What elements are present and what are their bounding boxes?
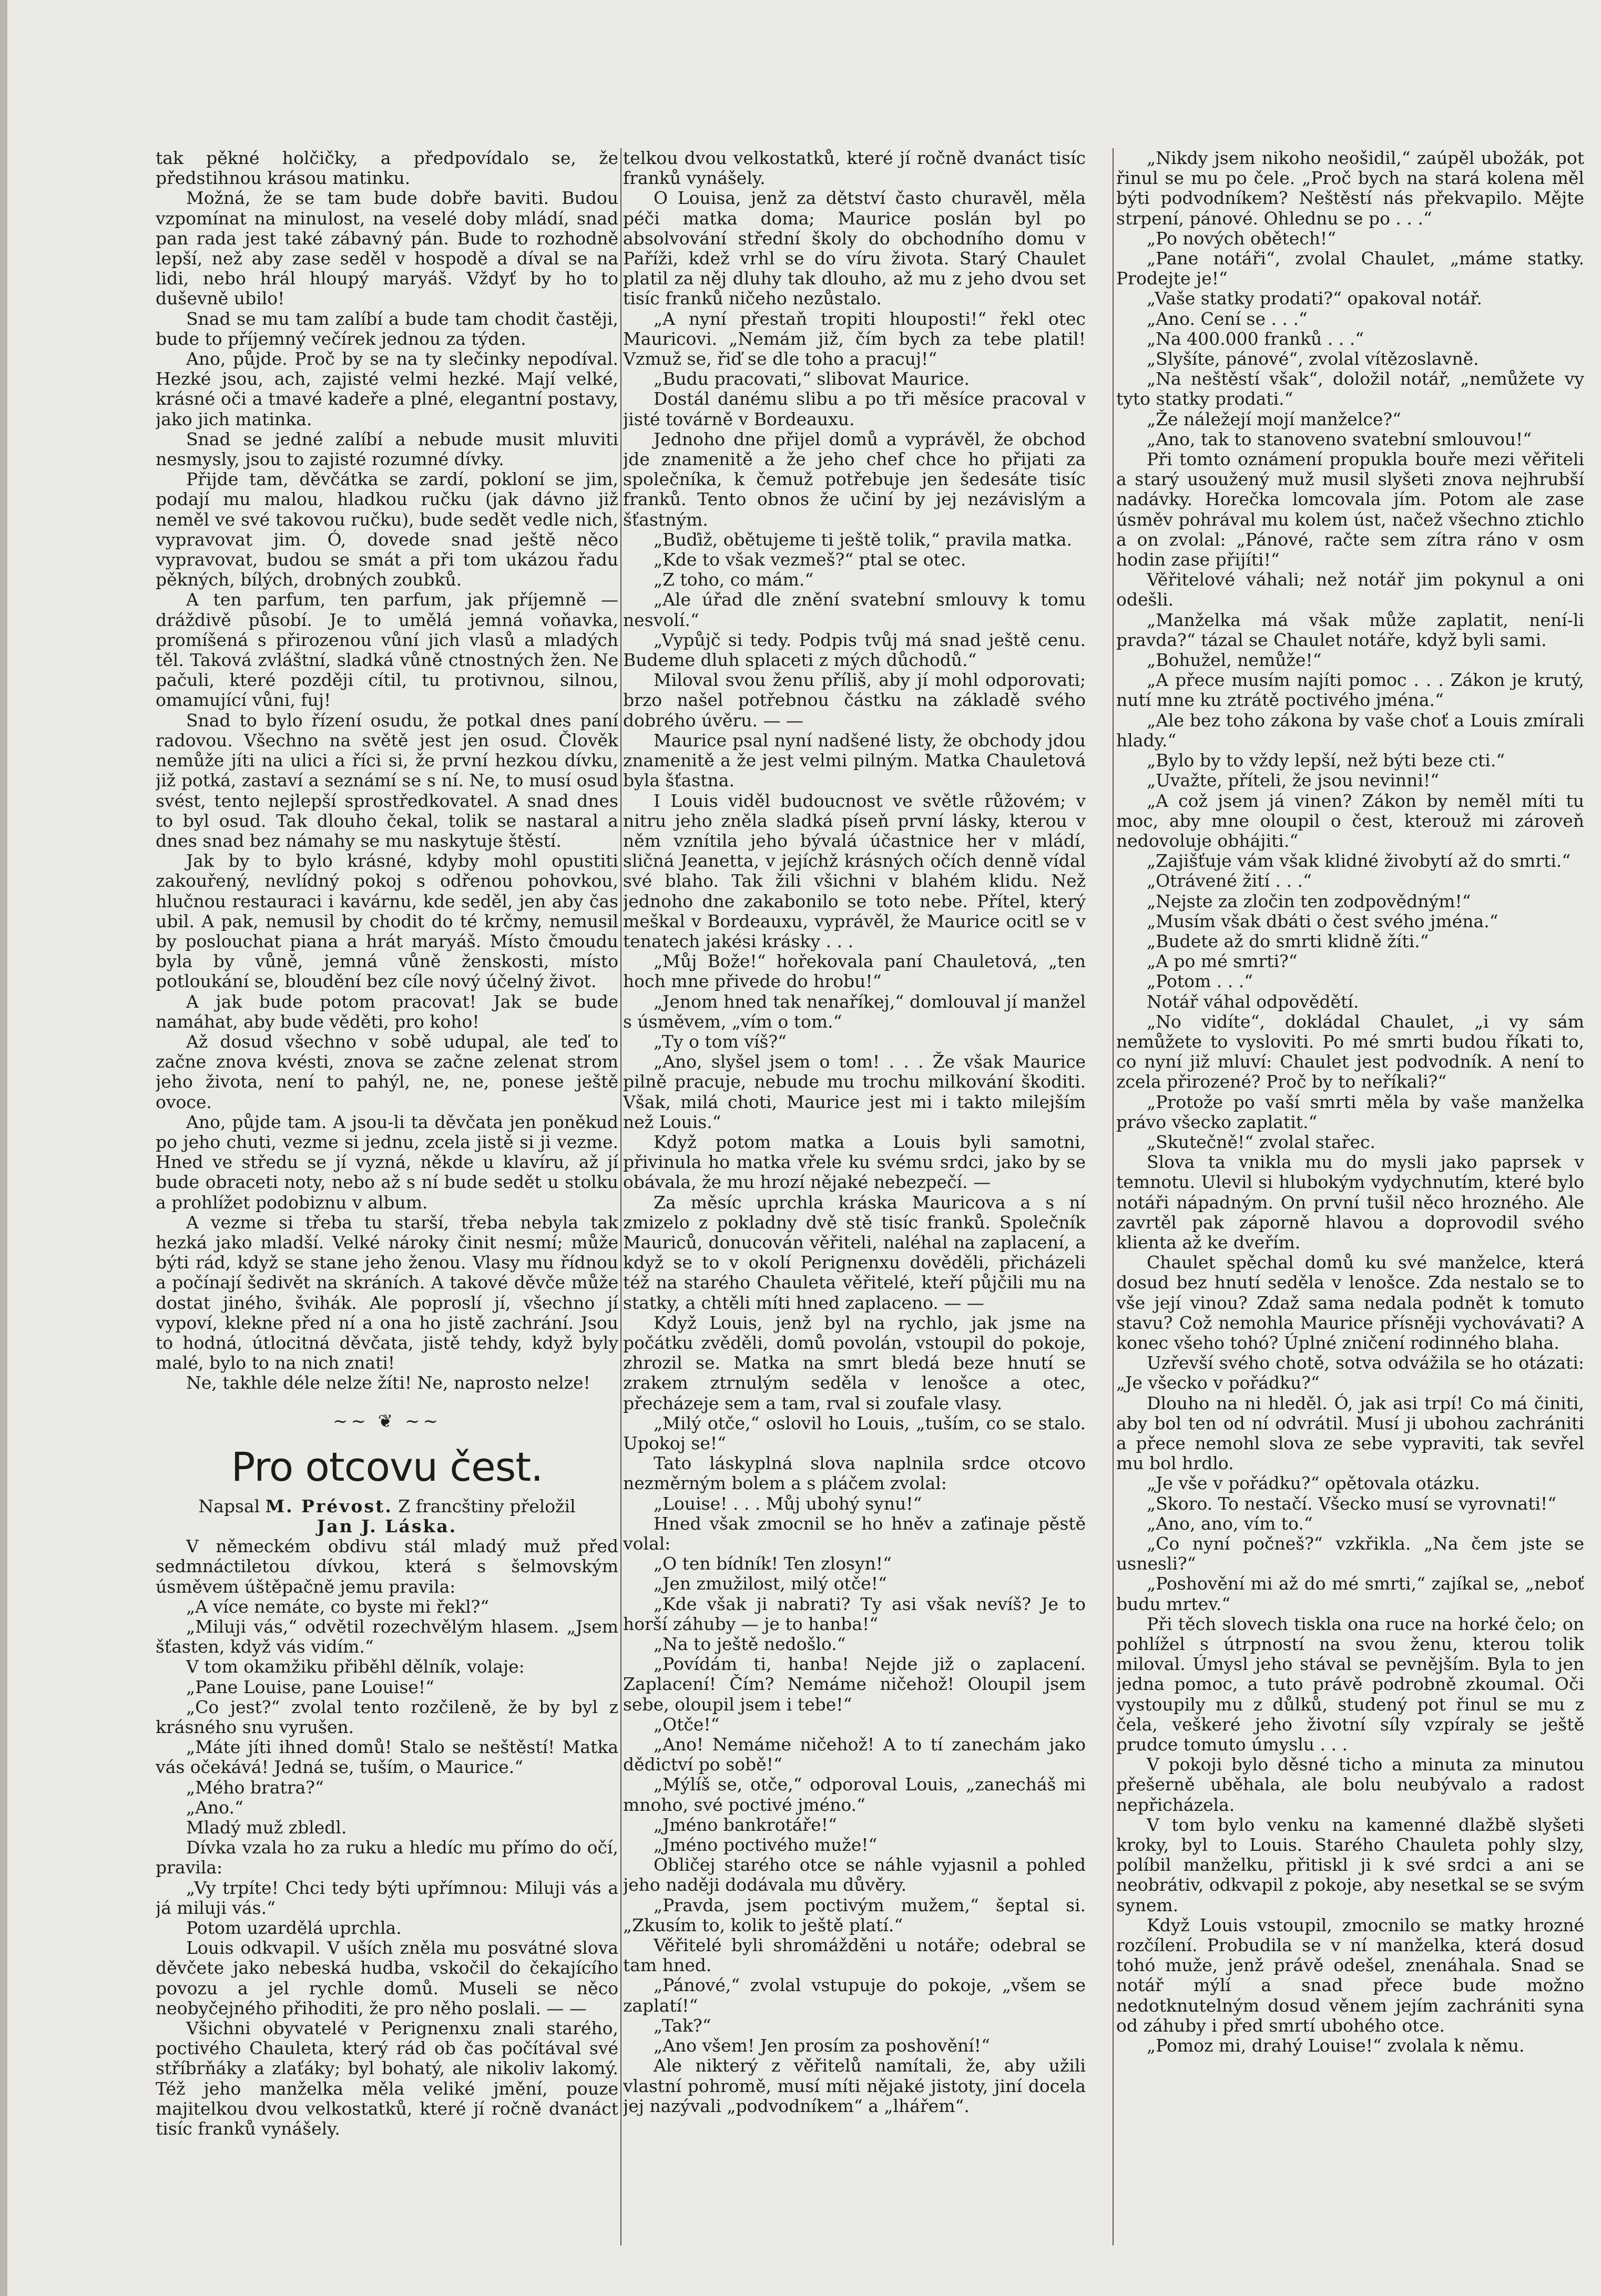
byline-mid: Z francštiny přeložil	[398, 1495, 576, 1516]
paragraph: telkou dvou velkostatků, které jí ročně dvanáct tisíc franků vynášely.	[623, 148, 1086, 189]
paragraph: „Ano! Nemáme ničehož! A to tí zanechám jako dědictví po sobě!“	[623, 1734, 1086, 1775]
paragraph: „Jméno bankrotáře!“	[654, 1814, 837, 1835]
paragraph: Při těch slovech tiskla ona ruce na horké čelo; on pohlížel s útrpností na svou ženu, kterou tolik miloval. Úmysl jeho stával se pevnějším. Byla to jen jedna pomoc, a tuto právě podrobně zkoumal. Oči vystoupily mu z důlků, studený pot řinul se mu z čela, veškeré jeho životní síly vzpíraly se ještě prudce tomuto úmyslu . . .	[1116, 1613, 1584, 1755]
paragraph: Obličej starého otce se náhle vyjasnil a pohled jeho naději dodávala mu důvěry.	[623, 1854, 1086, 1895]
paragraph: Když Louis vstoupil, zmocnilo se matky hrozné rozčílení. Probudila se v ní manželka, která dosud tohó muže, jenž právě odešel, znenáhala. Snad se notář mýlí a snad přece bude možno nedotknutelným dosud věnem jejím zachrániti syna od záhuby i před smrtí ubohého otce.	[1116, 1914, 1584, 2036]
column-rule-2	[1113, 148, 1114, 2246]
paragraph: „Z toho, co mám.“	[654, 569, 814, 590]
paragraph: Když Louis, jenž byl na rychlo, jak jsme na počátku zvěděli, domů povolán, vstoupil do pokoje, zhrozil se. Matka na smrt bledá beze hnutí se zrakem ztrnulým seděla v lenošce a otec, přecházeje sem a tam, rval si zoufale vlasy.	[623, 1312, 1086, 1413]
paragraph: Snad to bylo řízení osudu, že potkal dnes paní radovou. Všechno na světě jest jen osud. Člověk nemůže jíti na ulici a říci si, že první hezkou dívku, již potká, zastaví a seznámí se s ní. Ne, to musí osud svést, tento nejlepší sprostředkovatel. A snad dnes to byl osud. Tak dlouho čekal, tolik se nastaral a dnes snad bez námahy se mu naskytuje štěstí.	[156, 710, 618, 851]
byline-author: M. Prévost.	[265, 1495, 393, 1516]
paragraph: „Ano, slyšel jsem o tom! . . . Že však Maurice pilně pracuje, nebude mu trochu milkování škoditi. Však, milá choti, Maurice jest mi i takto milejším než Louis.“	[623, 1051, 1086, 1132]
paragraph: Dlouho na ni hleděl. Ó, jak asi trpí! Co má činiti, aby bol ten od ní odvrátil. Musí ji ubohou zachrániti a přece nemohl slova ze sebe vypraviti, tak sevřel mu bol hrdlo.	[1116, 1392, 1584, 1474]
paragraph: „A po mé smrti?“	[1147, 951, 1298, 972]
paragraph: Přijde tam, děvčátka se zardí, pokloní se jim, podají mu malou, hladkou ručku (jak dávno již neměl ve své takovou ručku), bude sedět vedle nich, vypravovat jim. Ó, dovede snad ještě něco vypravovat, budou se smát a při tom ukázou řadu pěkných, bílých, drobných zoubků.	[156, 469, 618, 590]
column-3	[1116, 148, 1584, 2246]
paragraph: „A nyní přestaň tropiti hlouposti!“ řekl otec Mauricovi. „Nemám již, čím bych za tebe platil! Vzmuž se, řiď se dle toho a pracuj!“	[623, 308, 1086, 370]
paragraph: „Milý otče,“ oslovil ho Louis, „tuším, co se stalo. Upokoj se!“	[623, 1412, 1086, 1453]
paragraph: „Tak?“	[654, 2015, 711, 2036]
paragraph: „Pravda, jsem poctivým mužem,“ šeptal si. „Zkusím to, kolik to ještě platí.“	[623, 1894, 1086, 1935]
paragraph: „Vaše statky prodati?“ opakoval notář.	[1147, 288, 1483, 309]
paragraph: I Louis viděl budoucnost ve světle růžovém; v nitru jeho zněla sladká píseň první lásky, kterou v něm vznítila jeho bývalá účastnice her v mládí, sličná Jeanetta, v jejíchž krásných očích denně vídal své blaho. Tak žili všichni v blahém klidu. Než jednoho dne zakabonilo se toto nebe. Přítel, který meškal v Bordeauxu, vyprávěl, že Maurice ocitl se v tenatech jakési krásky . . .	[623, 790, 1086, 951]
paragraph: „Jen zmužilost, milý otče!“	[654, 1573, 887, 1594]
paragraph: „Pane Louise, pane Louise!“	[186, 1676, 435, 1697]
byline-prefix: Napsal	[198, 1495, 260, 1516]
paragraph: Ano, půjde. Proč by se na ty slečinky nepodíval. Hezké jsou, ach, zajisté velmi hezké. Mají velké, krásné oči a tmavé kadeře a plné, elegantní postavy, jako jich matinka.	[156, 348, 618, 429]
paragraph: „Povídám ti, hanba! Nejde již o zaplacení. Zaplacení! Čím? Nemáme ničehož! Oloupil jsem sebe, oloupil jsem i tebe!“	[623, 1654, 1086, 1715]
paragraph: „Na to ještě nedošlo.“	[654, 1634, 846, 1655]
paragraph: Mladý muž zbledl.	[186, 1817, 347, 1838]
paragraph: Notář váhal odpovědětí.	[1147, 991, 1359, 1012]
paragraph: Až dosud všechno v sobě udupal, ale teď to začne znova kvésti, znova se začne zelenat strom jeho života, není to pahýl, ne, ne, ponese ještě ovoce.	[156, 1031, 618, 1112]
paragraph: „Bohužel, nemůže!“	[1147, 650, 1322, 671]
paragraph: „Nikdy jsem nikoho neošidil,“ zaúpěl ubožák, pot řinul se mu po čele. „Proč bych na stará kolena měl býti podvodníkem? Neštěstí nás překvapilo. Mějte strpení, pánové. Ohlednu se po . . .“	[1116, 148, 1584, 229]
paragraph: „Miluji vás,“ odvětil rozechvělým hlasem. „Jsem šťasten, když vás vidím.“	[156, 1616, 618, 1657]
paragraph: Jednoho dne přijel domů a vyprávěl, že obchod jde znamenitě a že jeho chef chce ho přijati za společníka, k čemuž potřebuje jen šedesáte tisíc franků. Tento obnos že učiní by jej nezávislým a šťastným.	[623, 428, 1086, 530]
paragraph: V tom bylo venku na kamenné dlažbě slyšeti kroky, byl to Louis. Starého Chauleta pohly slzy, políbil manželku, přitiskl ji k své srdci a ani se neobrátiv, odkvapil z pokoje, aby nesetkal se se svým synem.	[1116, 1814, 1584, 1915]
paragraph: V německém obdivu stál mladý muž před sedmnáctiletou dívkou, která s šelmovským úsměvem úštěpačně jemu pravila:	[156, 1536, 618, 1597]
paragraph: „Skoro. To nestačí. Všecko musí se vyrovnati!“	[1147, 1493, 1557, 1514]
paragraph: „Že náležejí mojí manželce?“	[1147, 408, 1401, 429]
paragraph: Ano, půjde tam. A jsou-li ta děvčata jen poněkud po jeho chuti, vezme si jednu, zcela jistě si ji vezme. Hned ve středu se jí vyzná, někde u klavíru, až jí bude obraceti noty, nebo až s ní bude sedět u stolku a prohlížet podobiznu v album.	[156, 1111, 618, 1213]
paragraph: Za měsíc uprchla kráska Mauricova a s ní zmizelo z pokladny dvě stě tisíc franků. Společník Mauriců, donucován věřiteli, naléhal na zaplacení, a když se to v okolí Perignenxu dověděli, přicházeli též na starého Chauleta věřitelé, kteří půjčili mu na statky, a chtěli míti hned zaplaceno. — —	[623, 1192, 1086, 1313]
paragraph: „Louise! . . . Můj ubohý synu!“	[654, 1493, 922, 1514]
paragraph: Chaulet spěchal domů ku své manželce, která dosud bez hnutí seděla v lenošce. Zda nestalo se to vše její vinou? Zdaž sama nedala podnět k tomuto stavu? Což nemohla Maurice přísněji vychovávati? A konec všeho tohó? Úplné zničení rodinného blaha.	[1116, 1252, 1584, 1353]
paragraph: „Co nyní počneš?“ vzkřikla. „Na čem jste se usnesli?“	[1116, 1533, 1584, 1574]
paragraph: „Buďiž, obětujeme ti ještě tolik,“ pravila matka.	[654, 529, 1072, 550]
paragraph: „Mého bratra?“	[186, 1777, 324, 1798]
paragraph: „Vypůjč si tedy. Podpis tvůj má snad ještě cenu. Budeme dluh splaceti z mých důchodů.“	[623, 629, 1086, 671]
paragraph: „Nejste za zločin ten zodpovědným!“	[1147, 890, 1471, 911]
paragraph: Jak by to bylo krásné, kdyby mohl opustiti zakouřený, nevlídný pokoj s odřenou pohovkou, hlučnou restauraci i kavárnu, kde seděl, jen aby čas ubil. A pak, nemusil by chodit do té krčmy, nemusil by poslouchat piana a hrát maryáš. Místo čmoudu byla by vůně, jemná vůně ženskosti, místo potloukání se, bloudění bez cíle nový účelný život.	[156, 850, 618, 992]
paragraph: „Jméno poctivého muže!“	[654, 1834, 878, 1856]
paragraph: „A což jsem já vinen? Zákon by neměl míti tu moc, aby mne oloupil o čest, kterouž mi zároveň nedovoluje obhájiti.“	[1116, 790, 1584, 851]
paragraph: „Protože po vaší smrti měla by vaše manželka právo všecko zaplatit.“	[1116, 1091, 1584, 1132]
paragraph: „Kde to však vezmeš?“ ptal se otec.	[654, 549, 966, 570]
paragraph: „Ano všem! Jen prosím za poshovění!“	[654, 2035, 990, 2056]
paragraph: „Mýlíš se, otče,“ odporoval Louis, „zanecháš mi mnoho, své poctivé jméno.“	[623, 1774, 1086, 1815]
paragraph: „Ano. Cení se . . .“	[1147, 308, 1308, 329]
paragraph: „Pane notáři“, zvolal Chaulet, „máme statky. Prodejte je!“	[1116, 248, 1584, 289]
paragraph: „Musím však dbáti o čest svého jména.“	[1147, 910, 1498, 931]
paragraph: Snad se jedné zalíbí a nebude musit mluviti nesmysly, jsou to zajisté rozumné dívky.	[156, 428, 618, 470]
paragraph: V pokoji bylo děsné ticho a minuta za minutou přešerně uběhala, ale bolu neubývalo a radost nepřicházela.	[1116, 1754, 1584, 1815]
paragraph: „Ano.“	[186, 1797, 243, 1818]
paragraph: „Na 400.000 franků . . .“	[1147, 328, 1364, 349]
paragraph: „Po nových obětech!“	[1147, 228, 1337, 249]
ornamental-divider: ~~ ❦ ~~	[332, 1410, 442, 1432]
paragraph: „Budete až do smrti klidně žíti.“	[1147, 930, 1429, 951]
paragraph: „Ano, ano, vím to.“	[1147, 1513, 1313, 1534]
paragraph: Louis odkvapil. V uších zněla mu posvátné slova děvčete jako nebeská hudba, vskočil do čekajícího povozu a jel rychle domů. Museli se něco neobyčejného přihoditi, že pro něho poslali. — —	[156, 1938, 618, 2018]
paragraph: A ten parfum, ten parfum, jak příjemně — dráždivě působí. Je to umělá jemná voňavka, promíšená s přirozenou vůní jich vlasů a mladých těl. Taková zvláštní, sladká vůně ctnostných žen. Ne pačuli, které později cítil, tu protivnou, silnou, omamující vůni, fuj!	[156, 589, 618, 711]
column-2	[623, 148, 1086, 2246]
paragraph: „Otrávené žití . . .“	[1147, 870, 1312, 891]
paragraph: „Ty o tom víš?“	[654, 1031, 787, 1052]
paragraph: Ale nikterý z věřitelů namítali, že, aby užili vlastní pohromě, musí míti nějaké jistoty, jiní docela jej nazývali „podvodníkem“ a „lhářem“.	[623, 2055, 1086, 2116]
paragraph: Věřitelové váhali; než notář jim pokynul a oni odešli.	[1116, 569, 1584, 610]
paragraph: „Pánové,“ zvolal vstupuje do pokoje, „všem se zaplatí!“	[623, 1975, 1086, 2016]
page-binding-edge	[0, 0, 7, 2296]
paragraph: „Zajišťuje vám však klidné živobytí až do smrti.“	[1147, 850, 1571, 872]
story-headline: Pro otcovu čest.	[231, 1443, 543, 1490]
paragraph: „Potom . . .“	[1147, 971, 1253, 992]
paragraph: Tato láskyplná slova naplnila srdce otcovo nezměrným bolem a s pláčem zvolal:	[623, 1453, 1086, 1494]
paragraph: „Uvažte, příteli, že jsou nevinni!“	[1147, 770, 1440, 791]
paragraph: „Manželka má však může zaplatit, není-li pravda?“ tázal se Chaulet notáře, když byli sami.	[1116, 609, 1584, 650]
paragraph: „Ano, tak to stanoveno svatební smlouvou!“	[1147, 428, 1532, 449]
paragraph: Slova ta vnikla mu do mysli jako paprsek v temnotu. Ulevil si hlubokým vydychnutím, které bylo notáři nápadným. On první tušil něco hrozného. Ale zavrtěl pak záporně hlavou a doprovodil svého klienta až ke dveřím.	[1116, 1152, 1584, 1253]
paragraph: Potom uzardělá uprchla.	[186, 1918, 402, 1939]
paragraph: Ne, takhle déle nelze žíti! Ne, naprosto nelze!	[186, 1372, 590, 1393]
story-byline	[156, 1496, 618, 1536]
paragraph: Při tomto oznámení propukla bouře mezi věřiteli a starý usoužený muž musil slyšeti znova nejhrubší nadávky. Horečka lomcovala jím. Potom ale zase úsměv pohrával mu kolem úst, načež všechno ztichlo a on zvolal: „Pánové, račte sem zítra ráno v osm hodin zase přijíti!“	[1116, 449, 1584, 570]
paragraph: Uzřevší svého chotě, sotva odvážila se ho otázati: „Je všecko v pořádku?“	[1116, 1352, 1584, 1393]
paragraph: „Ale úřad dle znění svatební smlouvy k tomu nesvolí.“	[623, 589, 1086, 630]
paragraph: „Pomoz mi, drahý Louise!“ zvolala k němu.	[1147, 2035, 1525, 2056]
paragraph: Hned však zmocnil se ho hněv a zaťinaje pěstě volal:	[623, 1513, 1086, 1554]
paragraph: Snad se mu tam zalíbí a bude tam chodit častěji, bude to příjemný večírek jednou za týden.	[156, 308, 618, 349]
paragraph: „Ale bez toho zákona by vaše choť a Louis zmírali hlady.“	[1116, 710, 1584, 751]
paragraph: Věřitelé byli shromážděni u notáře; odebral se tam hned.	[623, 1935, 1086, 1976]
column-rule-1	[620, 148, 621, 2246]
paragraph: „Otče!“	[654, 1714, 720, 1735]
paragraph: „Na neštěstí však“, doložil notář, „nemůžete vy tyto statky prodati.“	[1116, 368, 1584, 409]
column-1	[156, 148, 618, 2246]
paragraph: Dívka vzala ho za ruku a hledíc mu přímo do očí, pravila:	[156, 1837, 618, 1878]
paragraph: Když potom matka a Louis byli samotni, přivinula ho matka vřele ku svému srdci, jako by se obávala, že mu hrozí nějaké nebezpečí. —	[623, 1131, 1086, 1193]
paragraph: Maurice psal nyní nadšené listy, že obchody jdou znamenitě a že jest velmi pilným. Matka Chauletová byla šťastna.	[623, 730, 1086, 791]
paragraph: „A přece musím najíti pomoc . . . Zákon je krutý, nutí mne ku ztrátě poctivého jména.“	[1116, 670, 1584, 711]
paragraph: O Louisa, jenž za dětství často churavěl, měla péči matka doma; Maurice poslán byl po absolvování střední školy do obchodního domu v Paříži, kdež vrhl se do víru života. Starý Chaulet platil za něj dluhy tak dlouho, až mu z jeho dvou set tisíc franků ničeho nezůstalo.	[623, 188, 1086, 309]
paragraph: „Je vše v pořádku?“ opětovala otázku.	[1147, 1473, 1480, 1494]
paragraph: „Bylo by to vždy lepší, než býti beze cti.“	[1147, 750, 1505, 771]
paragraph: Miloval svou ženu příliš, aby jí mohl odporovati; brzo našel potřebnou částku na základě svého dobrého úvěru. — —	[623, 670, 1086, 731]
paragraph: „Budu pracovati,“ slibovat Maurice.	[654, 368, 970, 390]
paragraph: Možná, že se tam bude dobře baviti. Budou vzpomínat na minulost, na veselé doby mládí, snad pan rada jest také zábavný pán. Bude to rozhodně lepší, než aby zase seděl v hospodě a díval se na lidi, nebo hrál hloupý maryáš. Vždyť by ho to duševně ubilo!	[156, 188, 618, 309]
paragraph: „Slyšíte, pánové“, zvolal vítězoslavně.	[1147, 348, 1479, 370]
paragraph: „No vidíte“, dokládal Chaulet, „i vy sám nemůžete to vysloviti. Po mé smrti budou říkati to, co nyní již mluví: Chaulet jest podvodník. A není to zcela přirozené? Proč by to neříkali?“	[1116, 1011, 1584, 1092]
paragraph: Všichni obyvatelé v Perignenxu znali starého, poctivého Chauleta, který rád ob čas počítával své stříbrňáky a zlaťáky; byl bohatý, ale nikoliv lakomý. Též jeho manželka měla veliké jmění, pouze majitelkou dvou velkostatků, které jí ročně dvanáct tisíc franků vynášely.	[156, 2018, 618, 2139]
paragraph: „Skutečně!“ zvolal stařec.	[1147, 1131, 1375, 1152]
paragraph: A jak bude potom pracovat! Jak se bude namáhat, aby bude věděti, pro koho!	[156, 991, 618, 1032]
paragraph: „Vy trpíte! Chci tedy býti upřímnou: Miluji vás a já miluji vás.“	[156, 1877, 618, 1918]
paragraph: „Můj Bože!“ hořekovala paní Chauletová, „ten hoch mne přivede do hrobu!“	[623, 951, 1086, 992]
paragraph: A vezme si třeba tu starší, třeba nebyla tak hezká jako mladší. Velké nároky činit nesmí; může býti rád, když se stane jeho ženou. Vlasy mu řídnou a počínají šedivět na skráních. A takové děvče může dostat jiného, švihák. Ale poproslí jí, všechno jí vypoví, klekne před ní a ona ho jistě zachrání. Jsou to hodná, útlocitná děvčata, jistě tehdy, když byly malé, bylo to na nich znati!	[156, 1212, 618, 1374]
paragraph: „Poshovění mi až do mé smrti,“ zajíkal se, „neboť budu mrtev.“	[1116, 1573, 1584, 1614]
paragraph: tak pěkné holčičky, a předpovídalo se, že předstihnou krásou matinku.	[156, 148, 618, 189]
paragraph: „A více nemáte, co byste mi řekl?“	[186, 1596, 490, 1617]
byline-translator: Jan J. Láska.	[317, 1516, 457, 1536]
paragraph: „Co jest?“ zvolal tento rozčileně, že by byl z krásného snu vyrušen.	[156, 1696, 618, 1738]
paragraph: „Máte jíti ihned domů! Stalo se neštěstí! Matka vás očekává! Jedná se, tuším, o Maurice.“	[156, 1737, 618, 1778]
paragraph: V tom okamžiku přiběhl dělník, volaje:	[186, 1656, 525, 1677]
paragraph: „Kde však ji nabrati? Ty asi však nevíš? Je to horší záhuby — je to hanba!“	[623, 1593, 1086, 1634]
paragraph: „Jenom hned tak nenaříkej,“ domlouval jí manžel s úsměvem, „vím o tom.“	[623, 991, 1086, 1032]
paragraph: „O ten bídník! Ten zlosyn!“	[654, 1553, 892, 1574]
paragraph: Dostál danému slibu a po tři měsíce pracoval v jisté továrně v Bordeauxu.	[623, 388, 1086, 429]
